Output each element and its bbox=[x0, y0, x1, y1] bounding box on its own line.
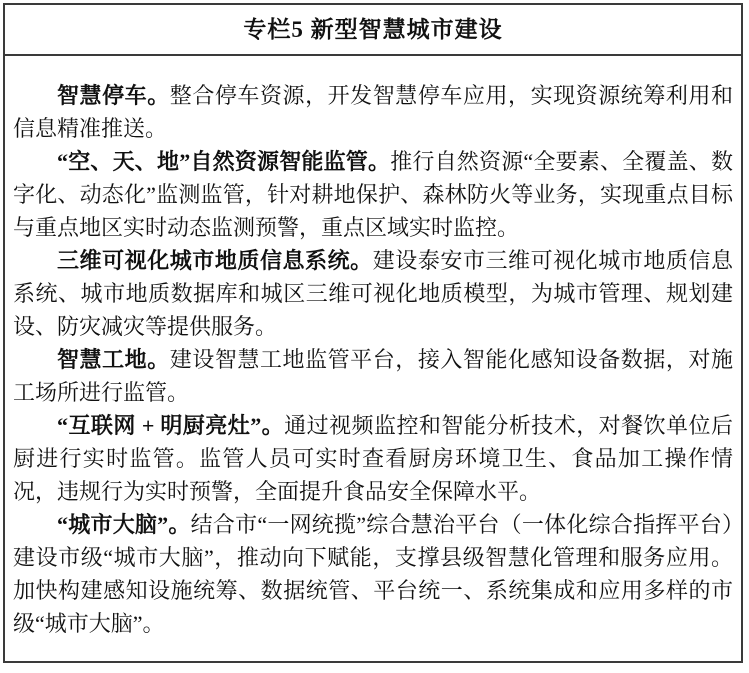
paragraph-3d-geology-system bbox=[13, 244, 733, 343]
paragraph-text: 整合停车资源，开发智慧停车应用，实现资源统筹利用和信息精准推送。 bbox=[13, 83, 733, 141]
paragraph-lead: “互联网 + 明厨亮灶”。 bbox=[57, 413, 285, 438]
paragraph-text: 建设泰安市三维可视化城市地质信息系统、城市地质数据库和城区三维可视化地质模型，为城市管理、规划建设、防灾减灾等提供服务。 bbox=[13, 248, 733, 339]
column-box-body bbox=[5, 56, 741, 640]
paragraph-text: 推行自然资源“全要素、全覆盖、数字化、动态化”监测监管，针对耕地保护、森林防火等业务，实现重点目标与重点地区实时动态监测预警，重点区域实时监控。 bbox=[13, 149, 733, 240]
column-box bbox=[3, 3, 743, 663]
paragraph-smart-parking bbox=[13, 79, 733, 145]
paragraph-text: 结合市“一网统揽”综合慧治平台（一体化综合指挥平台）建设市级“城市大脑”，推动向下赋能，支撑县级智慧化管理和服务应用。加快构建感知设施统筹、数据统管、平台统一、系统集成和应用多样的市级“城市大脑”。 bbox=[13, 512, 733, 636]
column-box-title: 专栏5 新型智慧城市建设 bbox=[5, 5, 741, 56]
paragraph-lead: “空、天、地”自然资源智能监管。 bbox=[57, 149, 391, 174]
paragraph-text: 建设智慧工地监管平台，接入智能化感知设备数据，对施工场所进行监管。 bbox=[13, 347, 733, 405]
paragraph-lead: “城市大脑”。 bbox=[57, 512, 191, 537]
paragraph-lead: 智慧工地。 bbox=[57, 347, 170, 372]
paragraph-text: 通过视频监控和智能分析技术，对餐饮单位后厨进行实时监管。监管人员可实时查看厨房环境卫生、食品加工操作情况，违规行为实时预警，全面提升食品安全保障水平。 bbox=[13, 413, 733, 504]
paragraph-lead: 三维可视化城市地质信息系统。 bbox=[57, 248, 373, 273]
paragraph-smart-construction-site bbox=[13, 343, 733, 409]
paragraph-natural-resource-supervision bbox=[13, 145, 733, 244]
paragraph-city-brain bbox=[13, 508, 733, 640]
paragraph-internet-bright-kitchen bbox=[13, 409, 733, 508]
paragraph-lead: 智慧停车。 bbox=[57, 83, 170, 108]
